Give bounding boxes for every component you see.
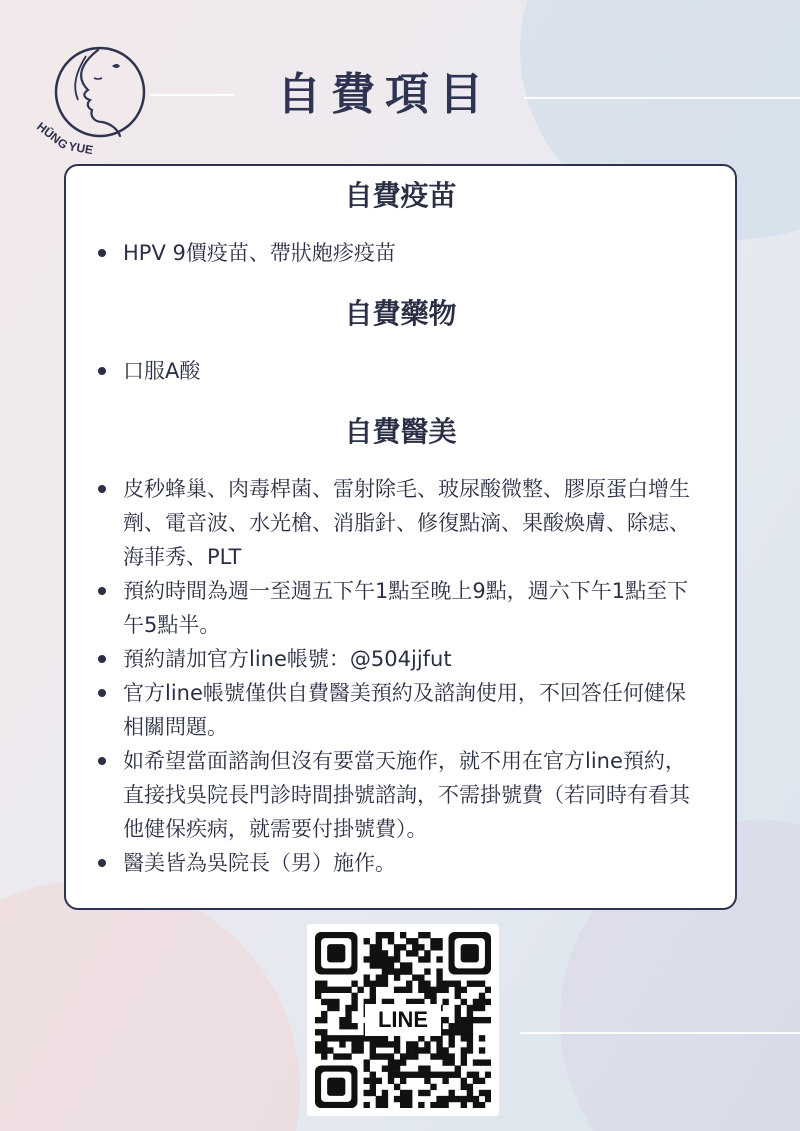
header-divider-left: [150, 94, 235, 96]
footer-divider-right: [520, 1032, 800, 1034]
list-item: HPV 9價疫苗、帶狀皰疹疫苗: [96, 236, 705, 270]
background-blob-pink: [0, 880, 300, 1131]
list-item: 口服A酸: [96, 354, 705, 388]
list-item: 如希望當面諮詢但沒有要當天施作，就不用在官方line預約，直接找吳院長門診時間掛號諮詢，不需掛號費（若同時有看其他健保疾病，就需要付掛號費）。: [96, 744, 705, 846]
section-title: 自費藥物: [344, 297, 457, 330]
header-divider-right: [524, 97, 800, 99]
section-vaccines: [96, 178, 705, 270]
bullet-list: [96, 236, 705, 270]
section-aesthetics: [96, 414, 705, 880]
services-card: [64, 164, 737, 910]
line-qr-code[interactable]: [307, 924, 499, 1116]
section-title: 自費醫美: [344, 415, 457, 448]
section-title: 自費疫苗: [344, 179, 457, 212]
list-item: 皮秒蜂巢、肉毒桿菌、雷射除毛、玻尿酸微整、膠原蛋白增生劑、電音波、水光槍、消脂針、修復點滴、果酸煥膚、除痣、海菲秀、PLT: [96, 472, 705, 574]
list-item: 預約請加官方line帳號：@504jjfut: [96, 642, 705, 676]
bullet-list: [96, 354, 705, 388]
clinic-logo: [28, 38, 156, 162]
page-title: 自費項目: [277, 69, 493, 120]
bullet-list: [96, 472, 705, 880]
list-item: 醫美皆為吳院長（男）施作。: [96, 846, 705, 880]
list-item: 預約時間為週一至週五下午1點至晚上9點，週六下午1點至下午5點半。: [96, 574, 705, 642]
qr-line-label: LINE: [365, 1004, 441, 1036]
list-item: 官方line帳號僅供自費醫美預約及諮詢使用，不回答任何健保相關問題。: [96, 676, 705, 744]
face-profile-logo-icon: [28, 38, 156, 162]
svg-text:YUE: YUE: [67, 139, 95, 158]
section-medications: [96, 296, 705, 388]
svg-text:HŪNG: HŪNG: [34, 119, 71, 153]
